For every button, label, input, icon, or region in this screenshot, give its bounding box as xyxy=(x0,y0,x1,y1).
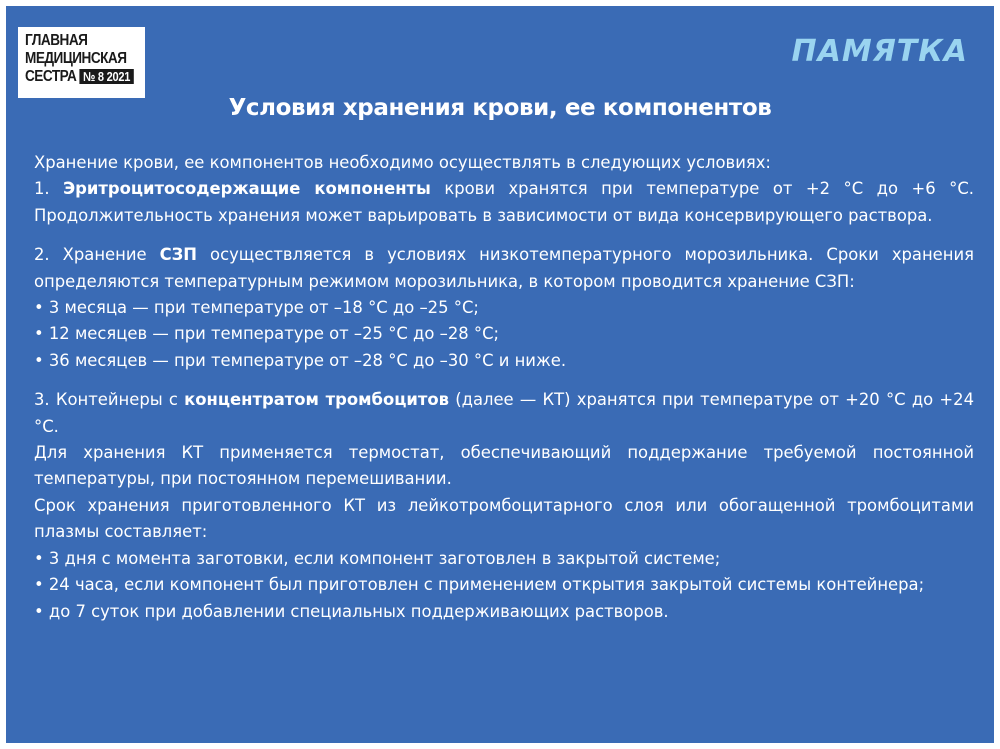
item-3-bullet: • 24 часа, если компонент был приготовлен с применением открытия закрытой системы контейнера; xyxy=(34,575,925,595)
item-2-bullet: • 36 месяцев — при температуре от –28 °С до –30 °С и ниже. xyxy=(34,350,567,370)
item-1-bold: Эритроцитосодержащие компоненты xyxy=(63,179,431,199)
logo-line-2: МЕДИЦИНСКАЯ xyxy=(25,50,127,67)
intro-paragraph: Хранение крови, ее компонентов необходимо осуществлять в следующих условиях: xyxy=(34,153,771,172)
item-3-text: (далее — КТ) хранятся при температуре от +20 °С до +24 °С. xyxy=(34,390,974,436)
item-2-paragraph xyxy=(34,242,974,295)
item-2-prefix: 2. Хранение xyxy=(34,245,160,265)
item-3-paragraph-3: Срок хранения приготовленного КТ из лейкотромбоцитарного слоя или обогащенной тромбоцитами плазмы составляет: xyxy=(34,495,974,542)
item-1-paragraph xyxy=(34,176,974,229)
item-3-bullet: • до 7 суток при добавлении специальных поддерживающих растворов. xyxy=(34,601,669,621)
item-1-prefix: 1. xyxy=(34,179,64,199)
item-2-bullet: • 12 месяцев — при температуре от –25 °С до –28 °С; xyxy=(34,324,500,344)
magazine-logo xyxy=(18,27,145,98)
memo-label: ПАМЯТКА xyxy=(791,34,968,69)
item-1-text: крови хранятся при температуре от +2 °С до +6 °С. Продолжительность хранения может варьировать в зависимости от вида консервирующего раствора. xyxy=(34,179,974,225)
item-2-bold: СЗП xyxy=(159,245,198,265)
item-3-paragraph-2: Для хранения КТ применяется термостат, обеспечивающий поддержание требуемой постоянной температуры, при постоянном перемешивании. xyxy=(34,443,974,489)
logo-issue-number: № 8 2021 xyxy=(80,69,134,84)
item-3-bold: концентратом тромбоцитов xyxy=(184,390,449,410)
page-title: Условия хранения крови, ее компонентов xyxy=(228,95,772,121)
memo-content xyxy=(34,150,974,625)
logo-line-3 xyxy=(25,68,131,86)
item-3-paragraph xyxy=(34,387,974,440)
item-2-bullet: • 3 месяца — при температуре от –18 °С до –25 °С; xyxy=(34,298,479,318)
memo-card xyxy=(6,6,994,743)
logo-line-3-text: СЕСТРА xyxy=(25,68,77,85)
logo-line-1: ГЛАВНАЯ xyxy=(25,32,88,49)
item-3-bullet: • 3 дня с момента заготовки, если компонент заготовлен в закрытой системе; xyxy=(34,548,721,568)
item-3-prefix: 3. Контейнеры с xyxy=(34,390,185,410)
item-2-text: осуществляется в условиях низкотемпературного морозильника. Сроки хранения определяются температурным режимом морозильника, в котором проводится хранение СЗП: xyxy=(34,245,974,291)
